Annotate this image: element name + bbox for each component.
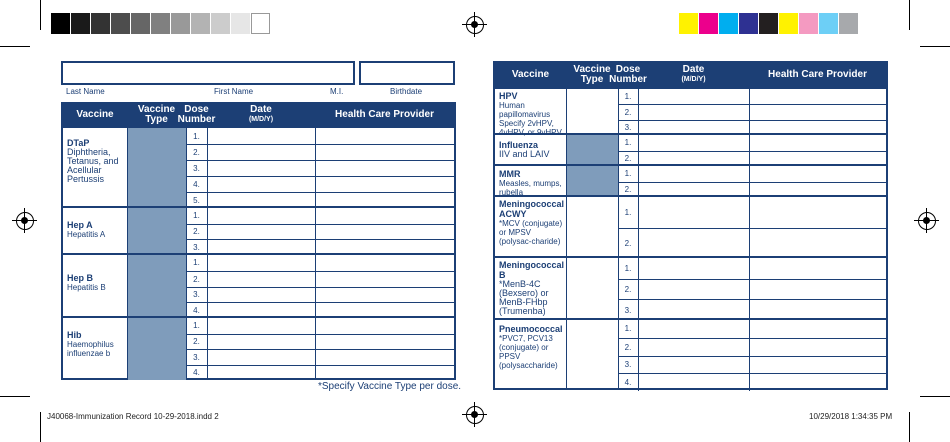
provider-field[interactable] [316, 335, 453, 350]
dose-number: 3. [624, 305, 632, 315]
dose-row [618, 338, 886, 356]
date-field[interactable] [208, 335, 315, 350]
provider-field[interactable] [750, 258, 885, 279]
provider-field[interactable] [750, 166, 885, 182]
dose-number: 2. [193, 227, 200, 237]
dose-row [618, 89, 886, 104]
vaccine-header [495, 63, 566, 87]
provider-field[interactable] [316, 272, 453, 287]
color-swatch [819, 13, 838, 34]
color-swatch [51, 13, 70, 34]
vaccine-type-cell[interactable] [567, 258, 618, 320]
color-swatch [71, 13, 90, 34]
vaccine-description: Diphtheria, Tetanus, and Acellular Pertussis [67, 147, 119, 184]
color-swatch [91, 13, 110, 34]
color-swatch [191, 13, 210, 34]
date-header [638, 63, 749, 87]
dose-number: 2. [624, 185, 632, 195]
dose-row [618, 166, 886, 182]
vaccine-description: Human papillomavirus Specify 2vHPV, 4vHPV, or 9vHPV [499, 101, 562, 137]
date-header-text: Date [250, 104, 272, 115]
color-swatch [231, 13, 250, 34]
provider-header-text: Health Care Provider [335, 109, 434, 120]
date-field[interactable] [208, 161, 315, 176]
date-header-text: Date [682, 64, 705, 75]
vaccine-name: Hib [67, 330, 82, 340]
column-divider [618, 166, 619, 195]
date-field[interactable] [639, 89, 749, 104]
vaccine-name: Meningococcal B [499, 260, 565, 280]
color-swatch [799, 13, 818, 34]
color-swatch [759, 13, 778, 34]
date-field[interactable] [208, 318, 315, 334]
vaccine-type-cell[interactable] [567, 320, 618, 391]
table-header [63, 104, 454, 126]
date-field[interactable] [639, 229, 749, 259]
vaccine-name-cell [67, 138, 124, 184]
dose-number: 2. [624, 284, 632, 294]
vaccine-group [495, 195, 886, 256]
provider-field[interactable] [316, 128, 453, 144]
dose-row [618, 299, 886, 320]
provider-field[interactable] [316, 161, 453, 176]
date-field[interactable] [639, 197, 749, 228]
provider-field[interactable] [750, 339, 885, 356]
provider-field[interactable] [316, 318, 453, 334]
dose-number-header [177, 104, 216, 126]
provider-field[interactable] [750, 229, 885, 259]
dose-number: 3. [624, 123, 632, 133]
table-header [495, 63, 886, 87]
registration-mark-left-icon [16, 212, 34, 230]
provider-field[interactable] [750, 374, 885, 391]
mi-label: M.I. [330, 87, 344, 96]
date-field[interactable] [639, 258, 749, 279]
date-field[interactable] [208, 288, 315, 303]
color-swatch [171, 13, 190, 34]
date-field[interactable] [639, 135, 749, 151]
date-field[interactable] [639, 339, 749, 356]
vaccine-type-cell [128, 128, 186, 208]
date-field[interactable] [208, 255, 315, 271]
column-divider [618, 258, 619, 318]
dose-number: 3. [193, 164, 200, 173]
vaccine-table-right [493, 61, 888, 390]
dose-number-header [609, 63, 647, 87]
crop-mark [40, 412, 41, 442]
color-swatch [779, 13, 798, 34]
provider-field[interactable] [316, 366, 453, 381]
provider-field[interactable] [316, 255, 453, 271]
vaccine-group [63, 316, 454, 378]
date-field[interactable] [208, 366, 315, 381]
dose-row [186, 287, 454, 303]
vaccine-group [63, 206, 454, 253]
vaccine-name-cell [499, 169, 563, 197]
vaccine-group [495, 133, 886, 164]
vaccine-header [63, 104, 127, 126]
dose-number-header-text: Dose [184, 104, 209, 115]
birthdate-input-box[interactable] [359, 61, 455, 85]
color-swatch [739, 13, 758, 34]
column-divider [618, 197, 619, 256]
vaccine-group [63, 126, 454, 206]
vaccine-name: MMR [499, 169, 521, 179]
provider-field[interactable] [750, 89, 885, 104]
vaccine-type-cell[interactable] [567, 89, 618, 135]
dose-number: 1. [624, 263, 632, 273]
dose-row [618, 320, 886, 338]
vaccine-header-text: Vaccine [511, 69, 550, 80]
vaccine-description: *MCV (conjugate) or MPSV (polysac-charide) [499, 219, 563, 246]
date-field[interactable] [208, 225, 315, 240]
dose-row [186, 334, 454, 350]
vaccine-type-header-text: Type [580, 74, 604, 85]
dose-number-header-text: Number [609, 74, 647, 85]
vaccine-name-cell [67, 330, 124, 358]
vaccine-table-left [61, 102, 456, 380]
date-header-text: (M/D/Y) [248, 116, 274, 123]
date-field[interactable] [208, 177, 315, 192]
provider-field[interactable] [316, 177, 453, 192]
date-field[interactable] [639, 374, 749, 391]
color-swatch [251, 13, 270, 34]
crop-mark [40, 0, 41, 30]
vaccine-name-cell [67, 220, 124, 239]
crop-mark [920, 46, 950, 47]
vaccine-name-cell [67, 273, 124, 292]
dose-number: 1. [624, 92, 632, 102]
date-field[interactable] [639, 320, 749, 338]
dose-number-header-text: Number [177, 114, 216, 125]
dose-number: 3. [193, 290, 200, 300]
dose-row [618, 373, 886, 391]
dose-row [186, 208, 454, 224]
dose-number-header-text: Dose [615, 64, 641, 75]
last-name-label: Last Name [66, 87, 105, 96]
dose-number: 2. [193, 148, 200, 157]
vaccine-name: HPV [499, 91, 518, 101]
registration-mark-top-icon [466, 16, 484, 34]
first-name-label: First Name [214, 87, 254, 96]
provider-field[interactable] [750, 320, 885, 338]
dose-number: 5. [193, 196, 200, 205]
vaccine-description: IIV and LAIV [499, 149, 550, 159]
vaccine-group [495, 256, 886, 318]
column-divider [186, 255, 187, 316]
dose-number: 1. [193, 131, 200, 141]
date-field[interactable] [639, 166, 749, 182]
color-swatch [111, 13, 130, 34]
vaccine-group [63, 253, 454, 316]
dose-row [618, 197, 886, 228]
date-field[interactable] [208, 272, 315, 287]
date-field[interactable] [639, 280, 749, 300]
provider-field[interactable] [750, 357, 885, 374]
column-divider [186, 128, 187, 206]
dose-number: 1. [193, 211, 200, 221]
column-divider [618, 135, 619, 164]
crop-mark [909, 0, 910, 30]
dose-number: 4. [624, 378, 632, 388]
color-swatch [679, 13, 698, 34]
vaccine-description: *MenB-4C (Bexsero) or MenB-FHbp (Trumenba) [499, 279, 549, 316]
vaccine-description: Haemophilus influenzae b [67, 340, 114, 358]
dose-row [618, 279, 886, 300]
color-swatch [699, 13, 718, 34]
dose-number: 4. [193, 368, 200, 378]
vaccine-type-header-text: Vaccine [573, 64, 611, 75]
vaccine-name: Influenza [499, 140, 539, 150]
date-field[interactable] [639, 357, 749, 374]
vaccine-name: Hep A [67, 220, 93, 230]
vaccine-description: Hepatitis A [67, 230, 106, 239]
vaccine-name: DTaP [67, 138, 90, 148]
crop-mark [0, 46, 30, 47]
registration-mark-right-icon [918, 212, 936, 230]
date-field[interactable] [208, 208, 315, 224]
column-divider [186, 318, 187, 378]
dose-row [186, 349, 454, 365]
vaccine-type-cell[interactable] [567, 197, 618, 258]
vaccine-name: Pneumococcal [499, 324, 563, 334]
vaccine-name-cell [499, 91, 563, 137]
vaccine-name: Hep B [67, 273, 94, 283]
vaccine-name-cell [499, 140, 563, 159]
vaccine-name-cell [499, 260, 563, 316]
dose-row [186, 365, 454, 381]
vaccine-type-cell [128, 208, 186, 255]
dose-row [618, 258, 886, 279]
vaccine-type-header-text: Vaccine [137, 104, 176, 115]
dose-number: 3. [193, 243, 200, 253]
dose-row [186, 144, 454, 160]
vaccine-header-text: Vaccine [76, 109, 114, 120]
column-divider [618, 89, 619, 133]
provider-field[interactable] [750, 280, 885, 300]
color-swatch [211, 13, 230, 34]
vaccine-group [495, 87, 886, 137]
date-field[interactable] [639, 105, 749, 119]
dose-row [618, 356, 886, 374]
vaccine-type-cell [567, 135, 618, 166]
dose-number: 2. [624, 342, 632, 352]
provider-field[interactable] [750, 105, 885, 119]
vaccine-type-cell [128, 318, 186, 380]
date-field[interactable] [208, 128, 315, 144]
dose-row [618, 104, 886, 119]
provider-header [315, 104, 454, 126]
provider-field[interactable] [316, 350, 453, 365]
dose-number: 1. [624, 207, 632, 217]
dose-row [618, 135, 886, 151]
dose-row [186, 176, 454, 192]
vaccine-description: Measles, mumps, rubella [499, 179, 562, 197]
vaccine-description: Hepatitis B [67, 283, 106, 292]
color-swatch [151, 13, 170, 34]
provider-field[interactable] [316, 145, 453, 160]
dose-row [186, 255, 454, 271]
dose-number: 1. [193, 258, 200, 268]
provider-field[interactable] [750, 197, 885, 228]
crop-mark [920, 396, 950, 397]
vaccine-name-cell [499, 199, 563, 246]
vaccine-description: *PVC7, PCV13 (conjugate) or PPSV (polysaccharide) [499, 334, 558, 370]
birthdate-label: Birthdate [390, 87, 423, 96]
vaccine-type-cell [128, 255, 186, 318]
dose-number: 1. [624, 324, 632, 334]
provider-header-text: Health Care Provider [768, 69, 867, 80]
dose-number: 3. [193, 352, 200, 362]
date-field[interactable] [208, 350, 315, 365]
date-header [207, 104, 315, 126]
vaccine-type-header-text: Type [145, 114, 168, 125]
dose-number: 2. [624, 154, 632, 164]
date-field[interactable] [208, 145, 315, 160]
dose-number: 3. [624, 360, 632, 370]
provider-header [749, 63, 886, 87]
provider-field[interactable] [316, 225, 453, 240]
provider-field[interactable] [316, 208, 453, 224]
provider-field[interactable] [316, 288, 453, 303]
date-header-text: (M/D/Y) [681, 76, 706, 83]
color-swatch [719, 13, 738, 34]
provider-field[interactable] [750, 135, 885, 151]
dose-number: 1. [193, 321, 200, 331]
name-input-box[interactable] [61, 61, 355, 85]
registration-mark-bottom-icon [466, 406, 484, 424]
dose-number: 4. [193, 306, 200, 316]
vaccine-type-cell [567, 166, 618, 197]
vaccine-name-cell [499, 324, 563, 370]
dose-number: 4. [193, 180, 200, 189]
footnote: *Specify Vaccine Type per dose. [318, 381, 462, 392]
dose-number: 2. [193, 337, 200, 347]
dose-row [186, 271, 454, 287]
color-swatch [839, 13, 858, 34]
dose-row [618, 228, 886, 259]
dose-number: 2. [624, 107, 632, 117]
crop-mark [0, 396, 30, 397]
color-swatch [131, 13, 150, 34]
vaccine-group [495, 164, 886, 195]
dose-row [186, 318, 454, 334]
dose-row [186, 128, 454, 144]
crop-mark [909, 412, 910, 442]
file-slug: J40068-Immunization Record 10-29-2018.indd 2 [47, 412, 219, 421]
dose-number: 1. [624, 169, 632, 179]
column-divider [186, 208, 187, 253]
timestamp-slug: 10/29/2018 1:34:35 PM [809, 412, 893, 421]
dose-row [186, 160, 454, 176]
vaccine-name: Meningococcal ACWY [499, 199, 565, 219]
dose-number: 1. [624, 138, 632, 148]
dose-number: 2. [193, 274, 200, 284]
vaccine-group [495, 318, 886, 389]
column-divider [618, 320, 619, 389]
dose-row [186, 224, 454, 240]
dose-number: 2. [624, 238, 632, 248]
